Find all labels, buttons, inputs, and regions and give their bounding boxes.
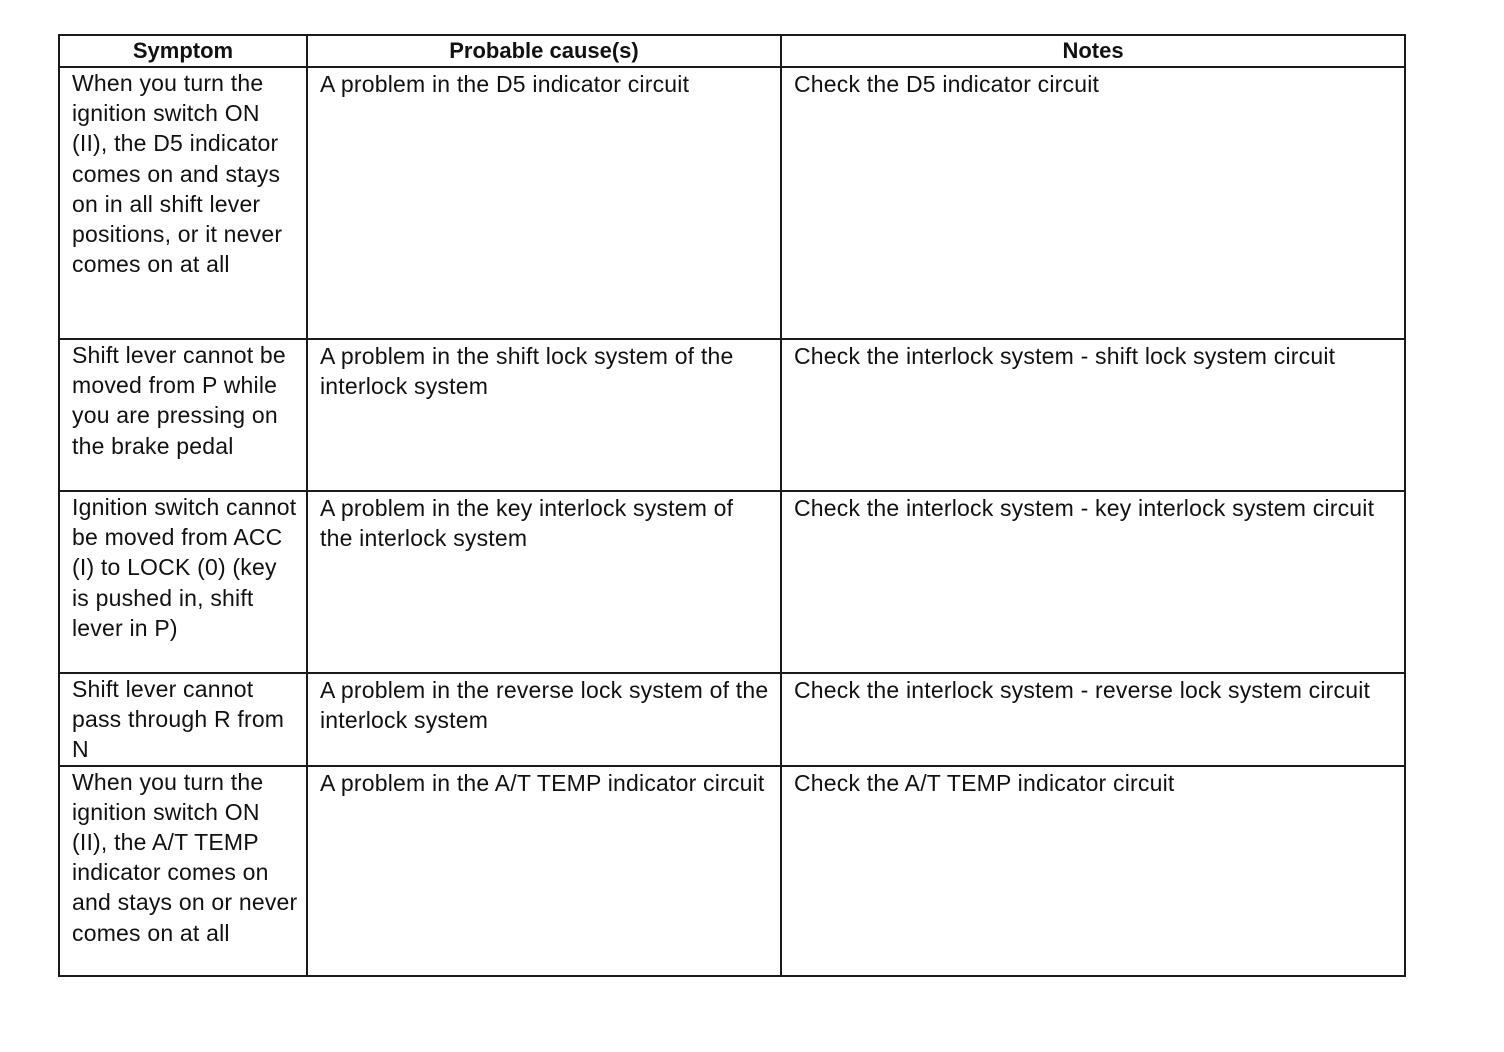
cause-text: A problem in the reverse lock system of the interlock system <box>320 677 769 734</box>
header-row <box>59 35 1405 67</box>
symptom-cell: When you turn the ignition switch ON (II), the D5 indicator comes on and stays on in all shift lever positions, or it never comes on at all <box>59 67 307 339</box>
notes-cell <box>781 67 1405 339</box>
notes-cell <box>781 766 1405 976</box>
cause-text: A problem in the key interlock system of the interlock system <box>320 495 734 552</box>
table-row <box>59 491 1405 673</box>
cause-text: A problem in the shift lock system of the interlock system <box>320 343 734 400</box>
header-symptom: Symptom <box>59 35 307 67</box>
table-row <box>59 673 1405 766</box>
notes-text: Check the D5 indicator circuit <box>794 71 1100 97</box>
cause-cell <box>307 491 781 673</box>
notes-text: Check the interlock system - key interlock system circuit <box>794 495 1375 521</box>
notes-cell <box>781 673 1405 766</box>
cause-text: A problem in the A/T TEMP indicator circuit <box>320 769 765 796</box>
symptom-cell: Shift lever cannot be moved from P while you are pressing on the brake pedal <box>59 339 307 491</box>
table-row <box>59 766 1405 976</box>
symptom-cell: Shift lever cannot pass through R from N <box>59 673 307 766</box>
symptom-cell: Ignition switch cannot be moved from ACC (I) to LOCK (0) (key is pushed in, shift lever in P) <box>59 491 307 673</box>
cause-cell <box>307 766 781 976</box>
cause-cell <box>307 67 781 339</box>
notes-text: Check the A/T TEMP indicator circuit <box>794 769 1175 796</box>
troubleshooting-table-container <box>58 34 1404 977</box>
cause-cell <box>307 673 781 766</box>
notes-cell <box>781 491 1405 673</box>
notes-text: Check the interlock system - shift lock system circuit <box>794 343 1336 369</box>
cause-cell <box>307 339 781 491</box>
table-row <box>59 67 1405 339</box>
table-row <box>59 339 1405 491</box>
symptom-cell: When you turn the ignition switch ON (II), the A/T TEMP indicator comes on and stays on or never comes on at all <box>59 766 307 976</box>
symptom-troubleshooting-table <box>58 34 1406 977</box>
header-probable-cause: Probable cause(s) <box>307 35 781 67</box>
notes-cell <box>781 339 1405 491</box>
cause-text: A problem in the D5 indicator circuit <box>320 71 690 97</box>
notes-text: Check the interlock system - reverse lock system circuit <box>794 677 1371 703</box>
header-notes: Notes <box>781 35 1405 67</box>
